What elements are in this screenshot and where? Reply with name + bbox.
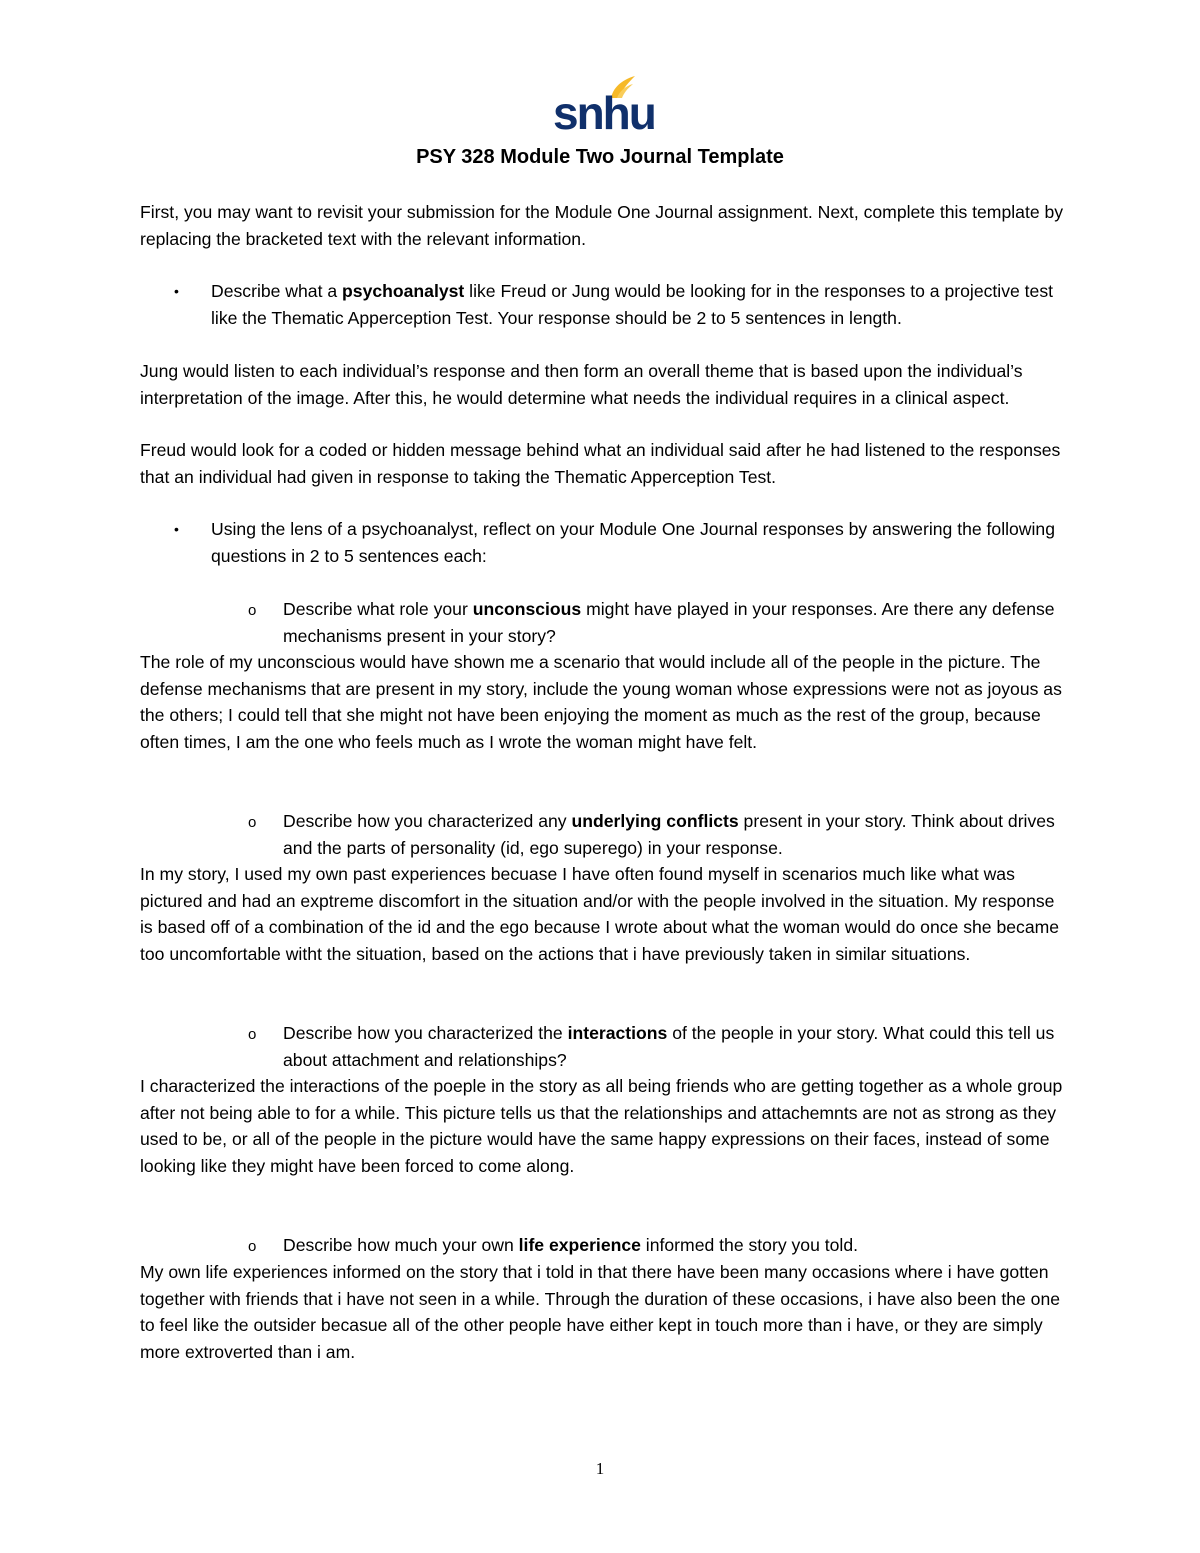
answer-1-jung: Jung would listen to each individual’s response and then form an overall theme that is based upon the individual’s interpretation of the image. After this, he would determine what needs the individual requires in a clinical aspect. xyxy=(140,361,1023,408)
answer-4: I characterized the interactions of the poeple in the story as all being friends who are getting together as a whole group after not being able to for a while. This picture tells us that the relationships and attachemnts are not as strong as they used to be, or all of the people in the picture would have the same happy expressions on their faces, instead of some looking like they might have been forced to come along. xyxy=(140,1076,1063,1176)
sub-bullet-icon: o xyxy=(248,1026,257,1043)
sub-question-1-text: Describe what role your unconscious might have played in your responses. Are there any defense mechanisms present in your story? xyxy=(283,599,1055,646)
page-title: PSY 328 Module Two Journal Template xyxy=(416,146,784,168)
sub-question-3-text: Describe how you characterized the interactions of the people in your story. What could this tell us about attachment and relationships? xyxy=(283,1023,1055,1070)
page-number: 1 xyxy=(595,1459,605,1478)
sub-question-3-keyword: interactions xyxy=(567,1023,668,1043)
sub-bullet-icon: o xyxy=(248,814,257,831)
sub-question-2-text: Describe how you characterized any underlying conflicts present in your story. Think about drives and the parts of personality (id, ego superego) in your response. xyxy=(283,811,1055,858)
answer-2: The role of my unconscious would have shown me a scenario that would include all of the people in the picture. The defense mechanisms that are present in my story, include the young woman whose expressions were not as joyous as the others; I could tell that she might not have been enjoying the moment as much as the rest of the group, because often times, I am the one who feels much as I wrote the woman might have felt. xyxy=(140,652,1062,752)
bullet-icon: • xyxy=(174,521,179,537)
sub-bullet-icon: o xyxy=(248,602,257,619)
sub-bullet-icon: o xyxy=(248,1238,257,1255)
question-2-text: Using the lens of a psychoanalyst, reflect on your Module One Journal responses by answering the following questions in 2 to 5 sentences each: xyxy=(211,519,1055,566)
answer-5: My own life experiences informed on the story that i told in that there have been many occasions where i have gotten together with friends that i have not seen in a while. Through the duration of these occasions, i have also been the one to feel like the outsider becasue all of the other people have either kept in touch more than i have, or they are simply more extroverted than i am. xyxy=(140,1262,1061,1362)
bullet-icon: • xyxy=(174,283,179,299)
answer-3: In my story, I used my own past experiences becuase I have often found myself in scenarios much like what was pictured and had an exptreme discomfort in the situation and/or with the people involved in the situation. My response is based off of a combination of the id and the ego because I wrote about what the woman would do once she became too uncomfortable witht the situation, based on the actions that i have previously taken in similar situations. xyxy=(140,864,1060,964)
sub-question-4-keyword: life experience xyxy=(518,1235,641,1255)
intro-paragraph: First, you may want to revisit your submission for the Module One Journal assignment. Next, complete this template by replacing the bracketed text with the relevant information. xyxy=(140,202,1064,249)
sub-question-1-keyword: unconscious xyxy=(472,599,582,619)
question-1-keyword: psychoanalyst xyxy=(342,281,465,301)
sub-question-4-text: Describe how much your own life experience informed the story you told. xyxy=(283,1235,859,1255)
question-1-text: Describe what a psychoanalyst like Freud or Jung would be looking for in the responses to a projective test like the Thematic Apperception Test. Your response should be 2 to 5 sentences in length. xyxy=(211,281,1054,328)
snhu-logo xyxy=(553,74,655,139)
logo-text: snhu xyxy=(553,87,655,139)
sub-question-2-keyword: underlying conflicts xyxy=(571,811,739,831)
answer-1-freud: Freud would look for a coded or hidden message behind what an individual said after he had listened to the responses that an individual had given in response to taking the Thematic Apperception Test. xyxy=(140,440,1061,487)
